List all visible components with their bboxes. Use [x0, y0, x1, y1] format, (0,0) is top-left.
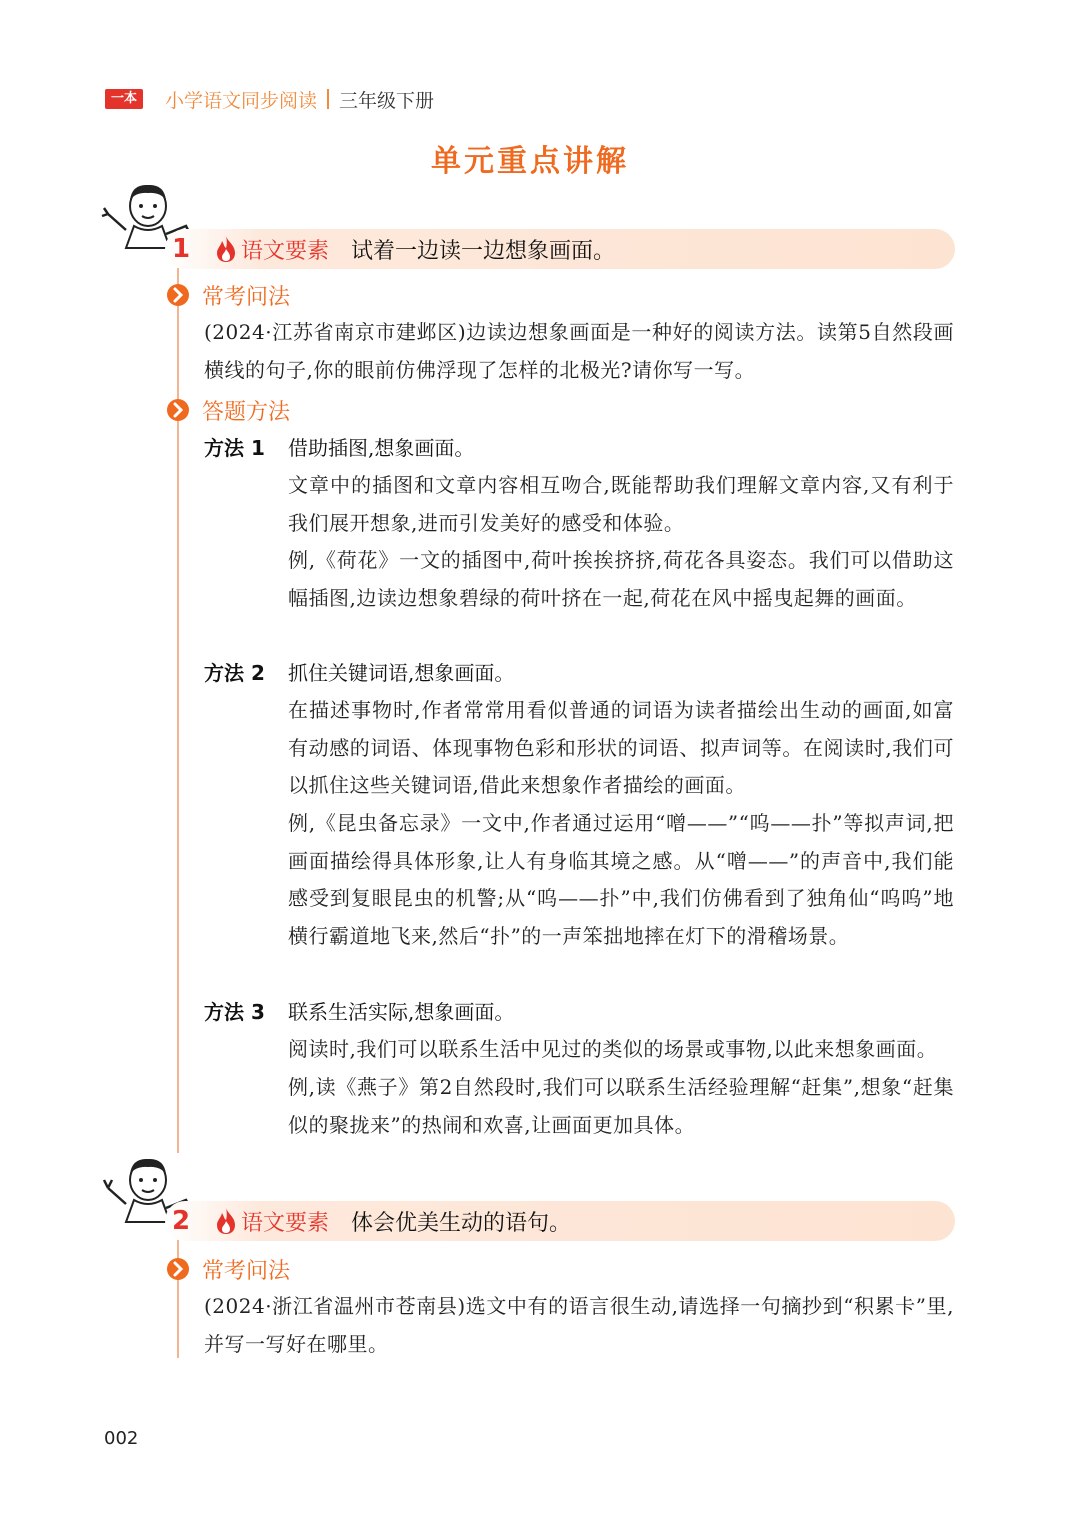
- section-1-header: [165, 229, 955, 269]
- method-3-paragraph-1: 阅读时,我们可以联系生活中见过的类似的场景或事物,以此来想象画面。: [288, 1037, 938, 1061]
- header-divider: [327, 89, 329, 109]
- method-1-paragraph-1: 文章中的插图和文章内容相互吻合,既能帮助我们理解文章内容,又有利于我们展开想象,进而引发美好的感受和体验。: [288, 473, 954, 535]
- section-title: 试着一边读一边想象画面。: [351, 238, 616, 264]
- flame-icon: [215, 235, 237, 263]
- question-text-2: (2024·浙江省温州市苍南县)选文中有的语言很生动,请选择一句摘抄到“积累卡”里,并写一写好在哪里。: [204, 1294, 954, 1356]
- method-1-paragraph-2: 例,《荷花》一文的插图中,荷叶挨挨挤挤,荷花各具姿态。我们可以借助这幅插图,边读边想象碧绿的荷叶挤在一起,荷花在风中摇曳起舞的画面。: [288, 548, 954, 610]
- method-2-paragraph-1: 在描述事物时,作者常常用看似普通的词语为读者描绘出生动的画面,如富有动感的词语、体现事物色彩和形状的词语、拟声词等。在阅读时,我们可以抓住这些关键词语,借此来想象作者描绘的画面。: [288, 698, 954, 797]
- page-title: 单元重点讲解: [431, 144, 629, 179]
- method-label-2: 方法 2: [204, 661, 265, 685]
- section-2-header: [165, 1201, 955, 1241]
- page-header: [105, 84, 434, 114]
- section-label: 语文要素: [241, 238, 330, 264]
- section-number: 2: [171, 1206, 191, 1236]
- section-title: 体会优美生动的语句。: [351, 1210, 572, 1236]
- series-title: 小学语文同步阅读: [165, 89, 318, 112]
- question-text-1: (2024·江苏省南京市建邺区)边读边想象画面是一种好的阅读方法。读第5自然段画横线的句子,你的眼前仿佛浮现了怎样的北极光?请你写一写。: [204, 320, 954, 382]
- flame-icon: [215, 1207, 237, 1235]
- method-heading-1: 答题方法: [166, 395, 290, 425]
- method-3-paragraph-2: 例,读《燕子》第2自然段时,我们可以联系生活经验理解“赶集”,想象“赶集似的聚拢来”的热闹和欢喜,让画面更加具体。: [288, 1075, 954, 1137]
- method-2-paragraph-2: 例,《昆虫备忘录》一文中,作者通过运用“噌——”“呜——扑”等拟声词,把画面描绘得具体形象,让人有身临其境之感。从“噌——”的声音中,我们能感受到复眼昆虫的机警;从“呜——扑”中,我们仿佛看到了独角仙“呜呜”地横行霸道地飞来,然后“扑”的一声笨拙地摔在灯下的滑稽场景。: [288, 811, 954, 948]
- question-heading-1: 常考问法: [166, 280, 290, 310]
- method-title-1: 借助插图,想象画面。: [288, 436, 475, 460]
- method-label-1: 方法 1: [204, 436, 265, 460]
- method-title-2: 抓住关键词语,想象画面。: [288, 661, 515, 685]
- chevron-right-icon: [166, 398, 190, 422]
- section-label: 语文要素: [241, 1210, 330, 1236]
- question-heading-2: 常考问法: [166, 1254, 290, 1284]
- section-number: 1: [171, 234, 191, 264]
- chevron-right-icon: [166, 283, 190, 307]
- method-label-3: 方法 3: [204, 1000, 265, 1024]
- chevron-right-icon: [166, 1257, 190, 1281]
- method-title-3: 联系生活实际,想象画面。: [288, 1000, 515, 1024]
- grade-title: 三年级下册: [339, 89, 435, 112]
- page-number: 002: [104, 1428, 139, 1449]
- brand-logo: 一本: [105, 89, 143, 109]
